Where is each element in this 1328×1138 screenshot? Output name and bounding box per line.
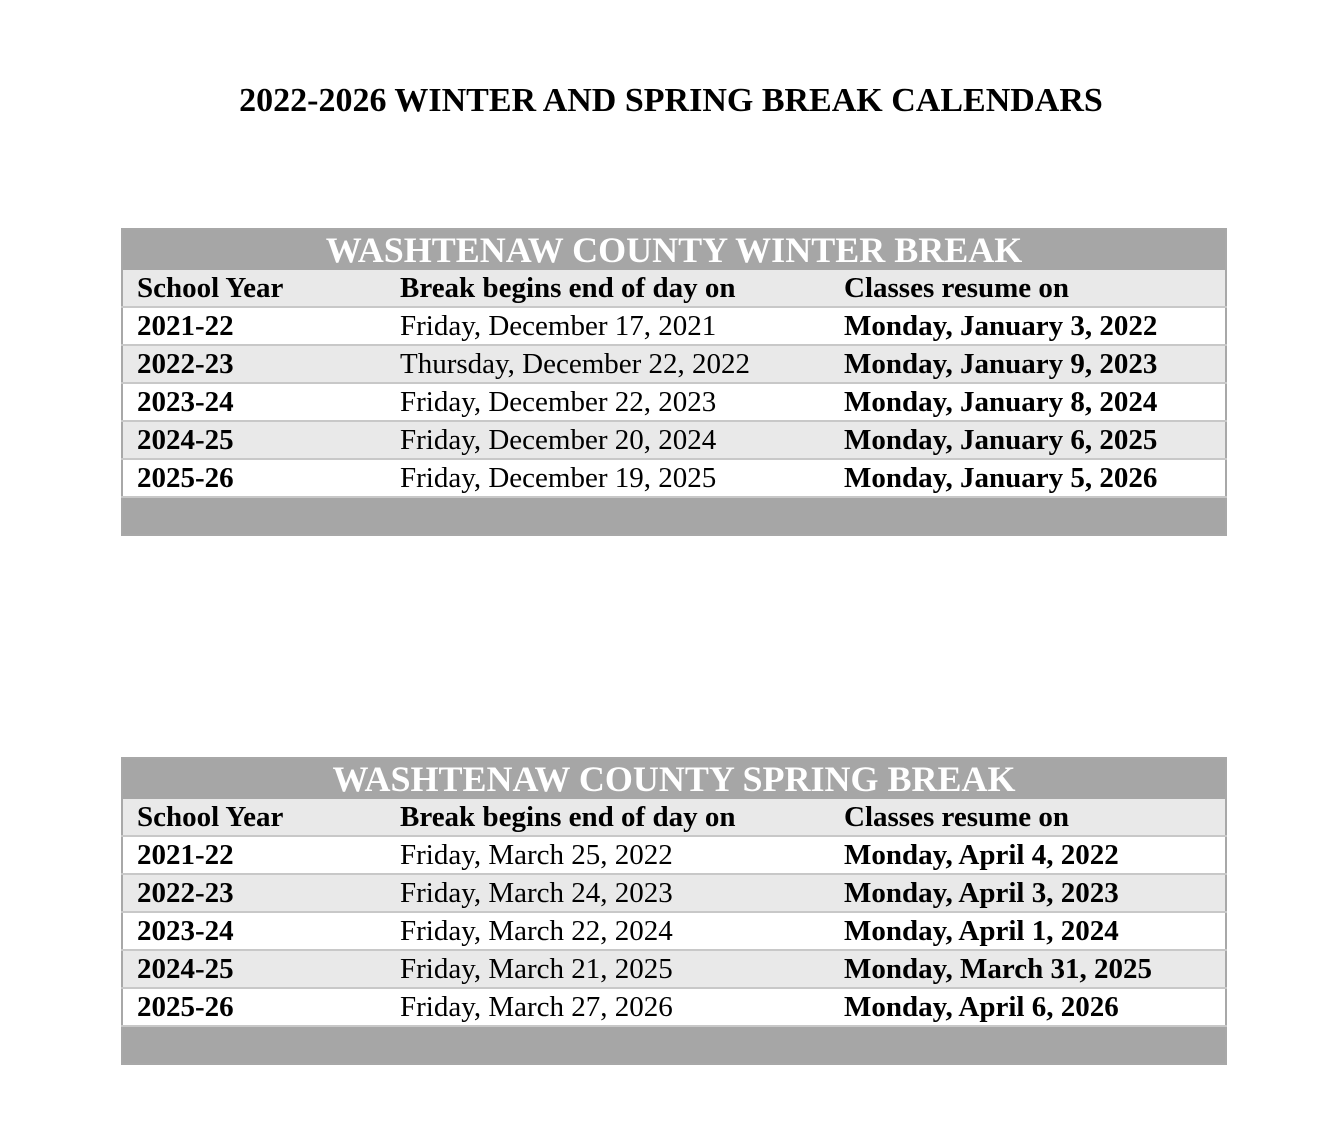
classes-resume-cell: Monday, April 1, 2024 — [844, 912, 1226, 950]
winter-break-table — [121, 228, 1227, 536]
break-begins-cell: Friday, March 21, 2025 — [386, 950, 844, 988]
table-row — [122, 421, 1226, 459]
classes-resume-cell: Monday, January 3, 2022 — [844, 307, 1226, 345]
column-header-classes-resume: Classes resume on — [844, 270, 1226, 307]
classes-resume-cell: Monday, April 4, 2022 — [844, 836, 1226, 874]
break-begins-cell: Friday, December 19, 2025 — [386, 459, 844, 497]
classes-resume-cell: Monday, April 6, 2026 — [844, 988, 1226, 1026]
table-row — [122, 912, 1226, 950]
column-header-break-begins: Break begins end of day on — [386, 270, 844, 307]
break-begins-cell: Thursday, December 22, 2022 — [386, 345, 844, 383]
table-title-row — [122, 229, 1226, 270]
column-header-school-year: School Year — [122, 799, 386, 836]
footer-bar-cell — [122, 497, 1226, 535]
school-year-cell: 2023-24 — [122, 383, 386, 421]
classes-resume-cell: Monday, April 3, 2023 — [844, 874, 1226, 912]
spring-table-title: WASHTENAW COUNTY SPRING BREAK — [122, 758, 1226, 799]
school-year-cell: 2025-26 — [122, 459, 386, 497]
winter-table-title: WASHTENAW COUNTY WINTER BREAK — [122, 229, 1226, 270]
break-begins-cell: Friday, March 25, 2022 — [386, 836, 844, 874]
school-year-cell: 2022-23 — [122, 874, 386, 912]
table-row — [122, 950, 1226, 988]
column-header-row — [122, 799, 1226, 836]
break-begins-cell: Friday, March 22, 2024 — [386, 912, 844, 950]
classes-resume-cell: Monday, March 31, 2025 — [844, 950, 1226, 988]
table-row — [122, 307, 1226, 345]
classes-resume-cell: Monday, January 6, 2025 — [844, 421, 1226, 459]
table-row — [122, 383, 1226, 421]
break-begins-cell: Friday, December 20, 2024 — [386, 421, 844, 459]
table-row — [122, 459, 1226, 497]
break-begins-cell: Friday, March 24, 2023 — [386, 874, 844, 912]
footer-bar-cell — [122, 1026, 1226, 1064]
school-year-cell: 2021-22 — [122, 836, 386, 874]
spring-break-table — [121, 757, 1227, 1065]
table-row — [122, 836, 1226, 874]
table-footer-bar — [122, 497, 1226, 535]
column-header-school-year: School Year — [122, 270, 386, 307]
table-row — [122, 874, 1226, 912]
break-begins-cell: Friday, December 17, 2021 — [386, 307, 844, 345]
classes-resume-cell: Monday, January 8, 2024 — [844, 383, 1226, 421]
break-begins-cell: Friday, December 22, 2023 — [386, 383, 844, 421]
table-footer-bar — [122, 1026, 1226, 1064]
break-begins-cell: Friday, March 27, 2026 — [386, 988, 844, 1026]
table-row — [122, 345, 1226, 383]
table-row — [122, 988, 1226, 1026]
column-header-break-begins: Break begins end of day on — [386, 799, 844, 836]
classes-resume-cell: Monday, January 5, 2026 — [844, 459, 1226, 497]
school-year-cell: 2022-23 — [122, 345, 386, 383]
school-year-cell: 2021-22 — [122, 307, 386, 345]
column-header-row — [122, 270, 1226, 307]
column-header-classes-resume: Classes resume on — [844, 799, 1226, 836]
school-year-cell: 2024-25 — [122, 950, 386, 988]
table-title-row — [122, 758, 1226, 799]
school-year-cell: 2025-26 — [122, 988, 386, 1026]
school-year-cell: 2024-25 — [122, 421, 386, 459]
page-title: 2022-2026 WINTER AND SPRING BREAK CALENDARS — [239, 82, 1103, 119]
school-year-cell: 2023-24 — [122, 912, 386, 950]
classes-resume-cell: Monday, January 9, 2023 — [844, 345, 1226, 383]
